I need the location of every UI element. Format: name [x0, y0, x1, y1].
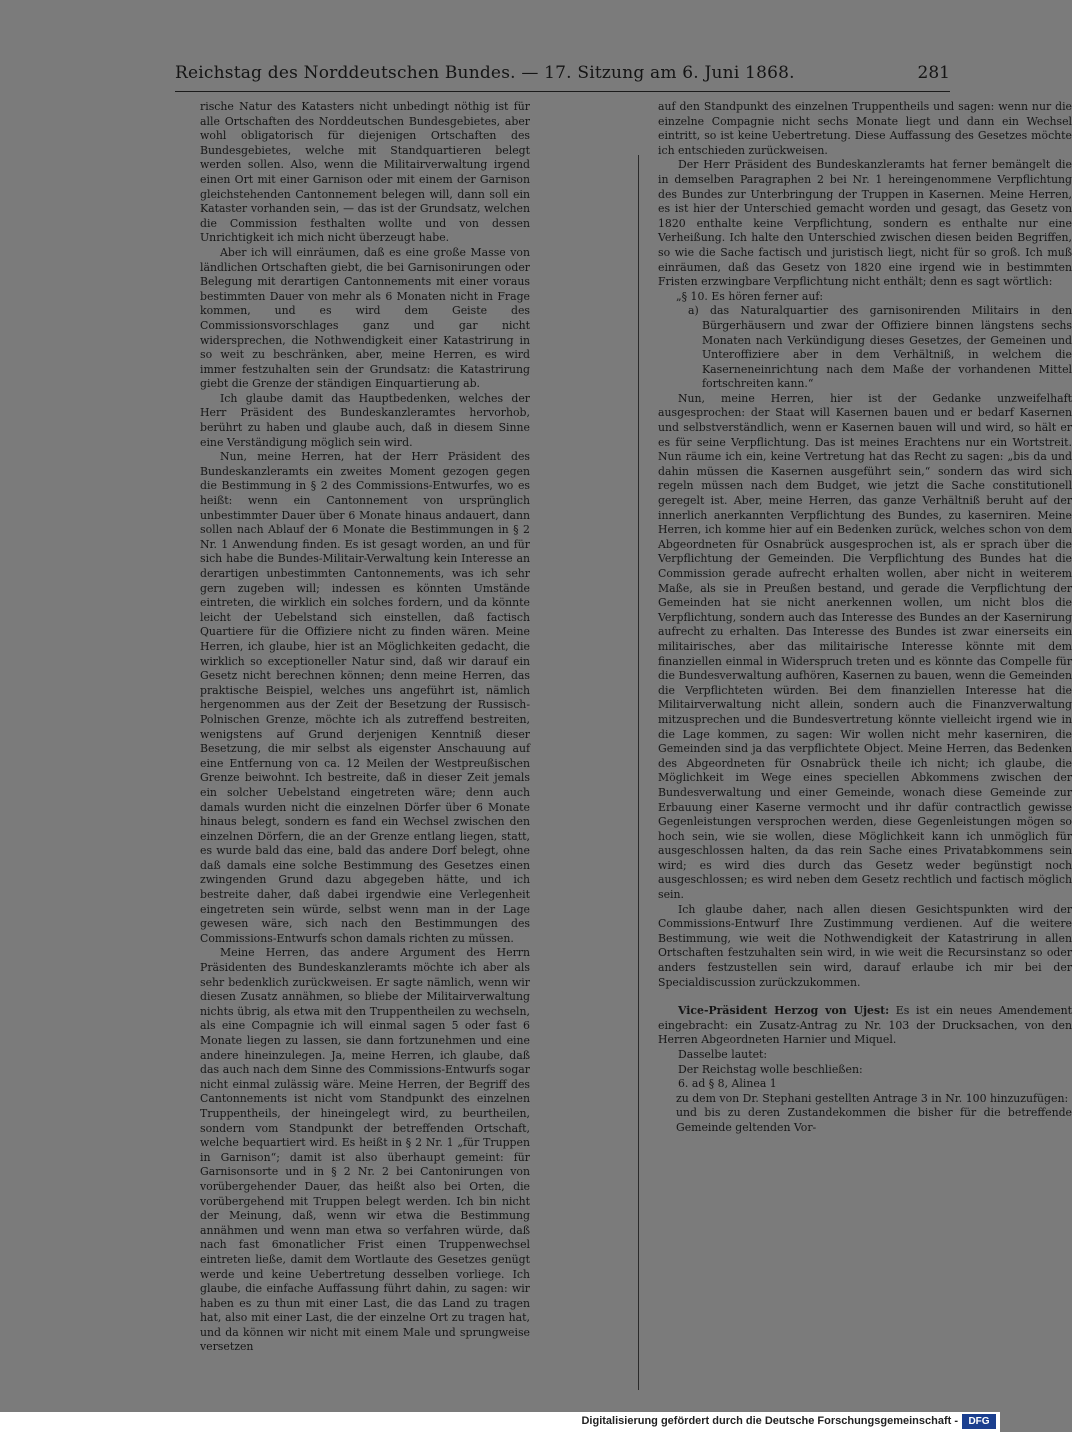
paragraph: Der Herr Präsident des Bundeskanzleramts hat ferner bemängelt die in demselben Paragraphen 2 bei Nr. 1 hereingenommene Verpflichtung des Bundes zur Unterbringung der Truppen in Kasernen. Meine Herren, es ist hier der Unterschied gemacht worden und gesagt, das Gesetz von 1820 enthalte keine Verpflichtung, sondern es enthalte nur eine Verheißung. Ich halte den Unterschied zwischen diesen beiden Begriffen, so wie die Sache factisch und juristisch liegt, nicht für so groß. Ich muß einräumen, daß das Gesetz von 1820 eine irgend wie in bestimmten Fristen erzwingbare Verpflichtung nicht enthält; denn es sagt wörtlich: [658, 158, 1072, 289]
running-head: Reichstag des Norddeutschen Bundes. — 17. Sitzung am 6. Juni 1868. [175, 63, 795, 83]
column-divider [638, 155, 639, 1390]
speaker-paragraph [658, 1004, 1072, 1048]
dfg-logo: DFG [962, 1414, 996, 1429]
quote-clause: a) das Naturalquartier des garnisonirenden Militairs in den Bürgerhäusern und zwar der Offiziere binnen längstens sechs Monaten nach Verkündigung dieses Gesetzes, der Gemeinen und Unteroffiziere aber in dem Verhältniß, in welchem die Kaserneneinrichtung nach dem Maße der vorhandenen Mittel fortschreiten kann.“ [688, 304, 1072, 391]
text-line: zu dem von Dr. Stephani gestellten Antrage 3 in Nr. 100 hinzuzufügen: [676, 1091, 1069, 1105]
paragraph: Ich glaube damit das Hauptbedenken, welches der Herr Präsident des Bundeskanzleramtes hervorhob, berührt zu haben und glaube auch, daß in diesem Sinne eine Verständigung möglich sein wird. [200, 391, 530, 449]
document-page [150, 55, 1072, 1395]
quote-line: „§ 10. Es hören ferner auf: [676, 289, 824, 303]
funding-notice: Digitalisierung gefördert durch die Deutsche Forschungsgemeinschaft - [581, 1415, 958, 1427]
speaker-text: Es ist ein neues Amendement eingebracht: ein Zusatz-Antrag zu Nr. 103 der Drucksachen, von den Herren Abgeordneten Harnier und Miquel. [658, 1004, 1072, 1047]
text-line: und bis zu deren Zustandekommen die bisher für die betreffende Gemeinde geltenden Vor- [676, 1106, 1072, 1134]
paragraph: Ich glaube daher, nach allen diesen Gesichtspunkten wird der Commissions-Entwurf Ihre Zustimmung verdienen. Auf die weitere Bestimmung, wie weit die Nothwendigkeit der Katastrirung in allen Ortschaften festzuhalten sein wird, in wie weit die Recursinstanz so oder anders festzustellen sein wird, darauf erlaube ich mir bei der Specialdiscussion zurückzukommen. [658, 902, 1072, 989]
page-number: 281 [917, 63, 950, 83]
text-line: Dasselbe lautet: [678, 1048, 768, 1061]
paragraph: auf den Standpunkt des einzelnen Truppentheils und sagen: wenn nur die einzelne Compagnie nicht sechs Monate liegt und dann ein Wechsel eintritt, so ist keine Uebertretung. Diese Auffassung des Gesetzes möchte ich entschieden zurückweisen. [658, 100, 1072, 157]
text-line: 6. ad § 8, Alinea 1 [678, 1077, 777, 1091]
paragraph: Nun, meine Herren, hier ist der Gedanke unzweifelhaft ausgesprochen: der Staat will Kasernen bauen und er bedarf Kasernen und selbstverständlich, wenn er Kasernen bauen will und wird, so hält er es für seine Verpflichtung. Das ist meines Erachtens nur ein Wortstreit. Nun räume ich ein, keine Vertretung hat das Recht zu sagen: „bis da und dahin müssen die Kasernen ausgeführt sein,“ sondern das wird sich regeln müssen nach dem Budget, wie jetzt die Sache constitutionell geregelt ist. Aber, meine Herren, das ganze Verhältniß beruht auf der innerlich anerkannten Verpflichtung des Bundes, zu kaserniren. Meine Herren, ich komme hier auf ein Bedenken zurück, welches schon von dem Abgeordneten für Osnabrück ausgesprochen ist, als er sprach über die Verpflichtung der Gemeinden. Die Verpflichtung des Bundes hat die Commission gerade aufrecht erhalten wollen, aber nicht in weiterem Maße, als sie in Preußen bestand, und gerade die Verpflichtung der Gemeinden hat sie nicht anerkennen wollen, um nicht blos die Verpflichtung, sondern auch das Interesse des Bundes an der Kasernirung aufrecht zu erhalten. Das Interesse des Bundes ist zwar einerseits ein militairisches, aber das militairische Interesse könnte mit dem finanziellen einmal in Widerspruch treten und es könnte das Compelle für die Bundesverwaltung aufhören, Kasernen zu bauen, wenn die Gemeinden die Verpflichteten würden. Bei dem finanziellen Interesse hat die Militairverwaltung nicht allein, sondern auch die Finanzverwaltung mitzusprechen und die Bundesvertretung könnte vielleicht irgend wie in die Lage kommen, zu sagen: Wir wollen nicht mehr kaserniren, die Gemeinden sind ja das verpflichtete Object. Meine Herren, das Bedenken des Abgeordneten für Osnabrück theile ich nicht; ich glaube, die Möglichkeit im Wege eines speciellen Abkommens zwischen der Bundesverwaltung und einer Gemeinde, wonach diese Gemeinde zur Erbauung einer Kaserne vermocht und ihr dafür contractlich gewisse Gegenleistungen versprochen werden, diese Gegenleistungen mögen so hoch sein, wie sie wollen, diese Möglichkeit kann ich unmöglich für ausgeschlossen halten, da das rein Sache eines Privatabkommens sein wird; es wird dies durch das Gesetz weder begünstigt noch ausgeschlossen; es wird neben dem Gesetz rechtlich und factisch möglich sein. [658, 391, 1072, 902]
text-line: Der Reichstag wolle beschließen: [678, 1062, 863, 1076]
page-header [175, 61, 950, 92]
left-column [200, 100, 530, 1355]
paragraph: rische Natur des Katasters nicht unbedingt nöthig ist für alle Ortschaften des Norddeutschen Bundesgebietes, aber wohl obligatorisch für diejenigen Ortschaften des Bundesgebietes, welche mit Standquartieren belegt werden sollen. Also, wenn die Militairverwaltung irgend einen Ort mit einer Garnison oder mit einem der Garnison gleichstehenden Cantonnement belegen will, dann soll ein Kataster vorhanden sein, — das ist der Grundsatz, welchen die Commission festhalten wollte und von dessen Unrichtigkeit ich mich nicht überzeugt habe. [200, 100, 530, 245]
right-column [658, 100, 1072, 1136]
paragraph: Nun, meine Herren, hat der Herr Präsident des Bundeskanzleramts ein zweites Moment gezogen gegen die Bestimmung in § 2 des Commissions-Entwurfes, wo es heißt: wenn ein Cantonnement von ursprünglich unbestimmter Dauer über 6 Monate hinaus andauert, dann sollen nach Ablauf der 6 Monate die Bestimmungen in § 2 Nr. 1 Anwendung finden. Es ist gesagt worden, an und für sich habe die Bundes-Militair-Verwaltung kein Interesse an derartigen unbestimmten Cantonnements, was ich sehr gern zugeben will; indessen es könnten Umstände eintreten, die wirklich ein solches fordern, und da könnte leicht der Uebelstand sich einstellen, daß factisch Quartiere für die Offiziere nicht zu finden wären. Meine Herren, ich glaube, hier ist an Möglichkeiten gedacht, die wirklich so exceptioneller Natur sind, daß wir darauf ein Gesetz nicht berechnen können; denn meine Herren, das praktische Beispiel, welches uns angeführt ist, nämlich hergenommen aus der Zeit der Besetzung der Russisch-Polnischen Grenze, möchte ich als zutreffend bestreiten, wenigstens auf Grund derjenigen Kenntniß dieser Besetzung, die mir selbst als eigenster Anschauung auf eine Entfernung von ca. 12 Meilen der Westpreußischen Grenze beiwohnt. Ich bestreite, daß in dieser Zeit jemals ein solcher Uebelstand eingetreten wäre; denn auch damals wurden nicht die einzelnen Dörfer über 6 Monate hinaus belegt, sondern es fand ein Wechsel zwischen den einzelnen Dörfern, die an der Grenze entlang liegen, statt, es wurde bald das eine, bald das andere Dorf belegt, ohne daß damals eine solche Bestimmung des Gesetzes einen zwingenden Grund dazu abgegeben hätte, und ich bestreite daher, daß dabei irgendwie eine Verlegenheit eingetreten sein würde, selbst wenn man in der Lage gewesen wäre, sich nach den Bestimmungen des Commissions-Entwurfs schon damals richten zu müssen. [200, 450, 530, 945]
footer-bar [0, 1412, 1000, 1432]
paragraph: Aber ich will einräumen, daß es eine große Masse von ländlichen Ortschaften giebt, die bei Garnisonirungen oder Belegung mit derartigen Cantonnements mit einer voraus bestimmten Dauer von mehr als 6 Monaten nicht in Frage kommen, und es wird dem Geiste des Commissionsvorschlages ganz und gar nicht widersprechen, die Nothwendigkeit einer Katastrirung in so weit zu beschränken, aber, meine Herren, es wird immer festzuhalten sein der Grundsatz: die Katastrirung giebt die Grenze der ständigen Einquartierung ab. [200, 245, 530, 391]
speaker-name: Vice-Präsident Herzog von Ujest: [678, 1004, 890, 1018]
paragraph: Meine Herren, das andere Argument des Herrn Präsidenten des Bundeskanzleramts möchte ich aber als sehr bedenklich zurückweisen. Er sagte nämlich, wenn wir diesen Zusatz annähmen, so bliebe der Militairverwaltung nichts übrig, als etwa mit den Truppentheilen zu wechseln, als eine Compagnie ich will einmal sagen 5 oder fast 6 Monate liegen zu lassen, sie dann fortzunehmen und eine andere hineinzulegen. Ja, meine Herren, ich glaube, daß das auch nach dem Sinne des Commissions-Entwurfs sogar nicht einmal zulässig wäre. Meine Herren, der Begriff des Cantonnements ist nicht vom Standpunkt des einzelnen Truppentheils, der hineingelegt wird, zu beurtheilen, sondern vom Standpunkt der betreffenden Ortschaft, welche bequartiert wird. Es heißt in § 2 Nr. 1 „für Truppen in Garnison“; damit ist also überhaupt gemeint: für Garnisonsorte und in § 2 Nr. 2 bei Cantonirungen von vorübergehender Dauer, das heißt also bei Orten, die vorübergehend mit Truppen belegt werden. Ich bin nicht der Meinung, daß, wenn wir etwa die Bestimmung annähmen und wenn man etwa so verfahren würde, daß nach fast 6monatlicher Frist einen Truppenwechsel eintreten ließe, damit dem Wortlaute des Gesetzes genügt werde und keine Uebertretung desselben vorliege. Ich glaube, die einfache Auffassung führt dahin, zu sagen: wir haben es zu thun mit einer Last, die das Land zu tragen hat, also mit einer Last, die der einzelne Ort zu tragen hat, und da können wir nicht mit einem Male und sprungweise versetzen [200, 946, 530, 1354]
